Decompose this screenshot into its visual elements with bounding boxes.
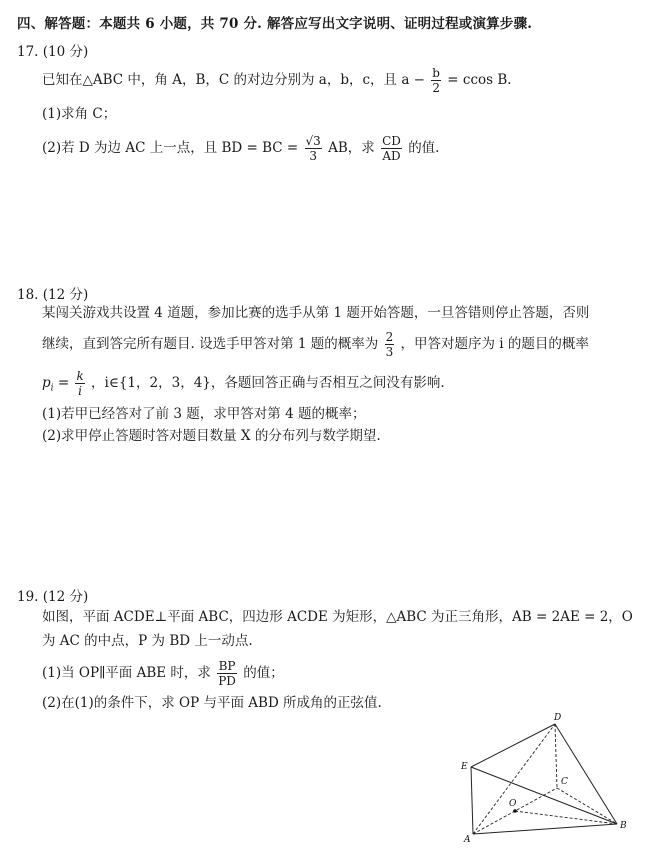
q17-stem [42, 66, 512, 95]
q18-line2 [42, 330, 589, 359]
q17-part2-b: AB，求 [328, 140, 375, 156]
q19-part1 [42, 659, 284, 688]
fraction-denominator: i [78, 384, 83, 398]
fraction-denominator: 3 [385, 345, 394, 359]
fraction-numerator: k [76, 369, 84, 383]
q19-part1-fraction [217, 659, 237, 688]
edge-DB [555, 724, 617, 824]
edge-ED [471, 724, 555, 767]
edge-DC [555, 724, 557, 788]
q18-header: 18. (12 分) [17, 287, 89, 303]
q18-line3-eq: = [57, 375, 70, 391]
label-O: O [509, 799, 517, 809]
fraction-numerator: 2 [385, 330, 394, 344]
q17-part1: (1)求角 C； [42, 106, 117, 122]
fraction-denominator: AD [382, 149, 401, 163]
fraction-numerator: √3 [305, 134, 321, 148]
fraction-denominator: 2 [432, 81, 440, 95]
q17-part2-c: 的值. [408, 140, 440, 156]
label-B: B [620, 821, 627, 831]
q18-line3 [42, 369, 445, 399]
q19-header: 19. (12 分) [17, 589, 89, 605]
q18-line1: 某闯关游戏共设置 4 道题，参加比赛的选手从第 1 题开始答题，一旦答错则停止答题，否则 [42, 305, 590, 321]
point-O [513, 809, 517, 813]
fraction-denominator: 3 [309, 149, 317, 163]
fraction-numerator: b [432, 66, 440, 80]
q18-line3-fraction [75, 369, 84, 398]
q19-part1-a: (1)当 OP∥平面 ABE 时，求 [42, 665, 211, 681]
q19-part2: (2)在(1)的条件下，求 OP 与平面 ABD 所成角的正弦值. [42, 695, 382, 711]
q19-line1: 如图，平面 ACDE⊥平面 ABC，四边形 ACDE 为矩形，△ABC 为正三角形，AB = 2AE = 2，O [42, 609, 633, 625]
label-A: A [464, 835, 471, 845]
q18-part2: (2)求甲停止答题时答对题目数量 X 的分布列与数学期望. [42, 428, 381, 444]
edge-CB [557, 788, 617, 824]
edge-AB [473, 824, 617, 834]
q17-stem-a: 已知在△ABC 中，角 A，B，C 的对边分别为 a，b，c，且 a − [42, 72, 425, 88]
q17-header: 17. (10 分) [17, 44, 89, 60]
q17-part2 [42, 134, 439, 163]
q18-line2-a: 继续，直到答完所有题目. 设选手甲答对第 1 题的概率为 [42, 336, 379, 352]
label-C: C [561, 777, 568, 787]
label-D: D [554, 713, 562, 723]
section-header: 四、解答题：本题共 6 小题，共 70 分. 解答应写出文字说明、证明过程或演算步骤. [17, 16, 533, 32]
q17-part2-fraction2 [381, 134, 402, 163]
fraction-denominator: PD [218, 674, 236, 688]
edge-EA [471, 767, 473, 834]
geometry-figure [455, 710, 635, 850]
fraction-numerator: BP [218, 659, 236, 673]
q19-part1-b: 的值； [243, 665, 284, 681]
label-E: E [461, 762, 468, 772]
q19-line2: 为 AC 的中点，P 为 BD 上一动点. [42, 633, 253, 649]
q18-line3-p: p [42, 375, 51, 391]
q18-line2-b: ，甲答对题序为 i 的题目的概率 [400, 336, 589, 352]
fraction-numerator: CD [382, 134, 401, 148]
edge-AD [473, 724, 555, 834]
q18-line2-fraction [385, 330, 395, 359]
q18-line3-sub: i [50, 383, 54, 394]
q17-part2-a: (2)若 D 为边 AC 上一点，且 BD = BC = [42, 140, 299, 156]
q17-part2-fraction [305, 134, 322, 163]
q17-stem-fraction [431, 66, 441, 95]
q18-part1: (1)若甲已经答对了前 3 题，求甲答对第 4 题的概率； [42, 406, 366, 422]
q18-line3-c: ，i∈{1，2，3，4}，各题回答正确与否相互之间没有影响. [91, 375, 445, 391]
q17-stem-b: = ccos B. [447, 72, 512, 88]
